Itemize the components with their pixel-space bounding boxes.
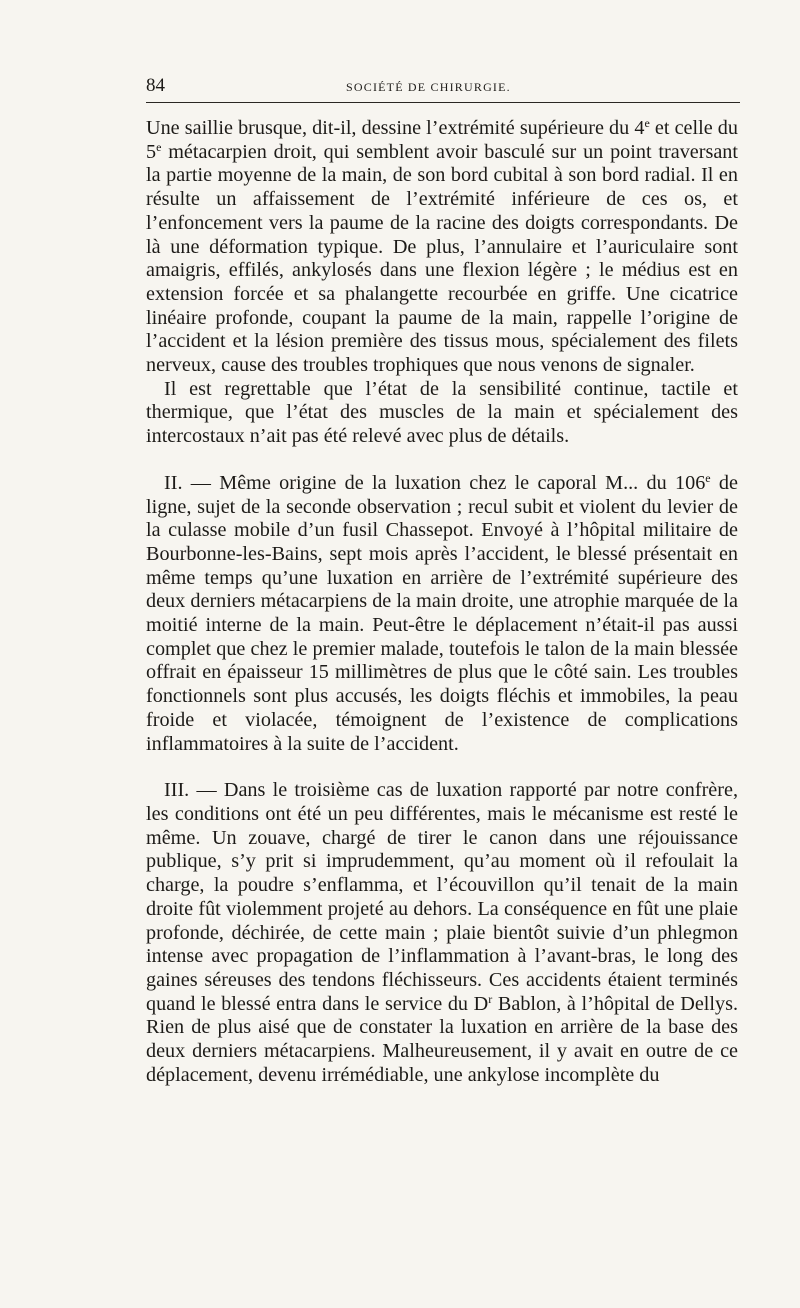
page-number: 84: [146, 75, 165, 96]
body-text: [146, 117, 738, 1087]
running-title: SOCIÉTÉ DE CHIRURGIE.: [346, 80, 511, 94]
paragraph-2: Il est regrettable que l’état de la sensibilité continue, tactile et thermique, que l’état des muscles de la main et spécialement des intercostaux n’ait pas été relevé avec plus de détails.: [146, 377, 738, 448]
paragraph-3-case-ii: II. — Même origine de la luxation chez le caporal M... du 106e de ligne, sujet de la seconde observation ; recul subit et violent du levier de la culasse mobile d’un fusil Chassepot. Envoyé à l’hôpital militaire de Bourbonne-les-Bains, sept mois après l’accident, le blessé présentait en même temps qu’une luxation en arrière de l’extrémité supérieure des deux derniers métacarpiens de la main droite, une atrophie marquée de la moitié interne de la main. Peut-être le déplacement n’était-il pas aussi complet que chez le premier malade, toutefois le talon de la main blessée offrait en épaisseur 15 millimètres de plus que le côté sain. Les troubles fonctionnels sont plus accusés, les doigts fléchis et immobiles, la peau froide et violacée, témoignent de l’existence de complications inflammatoires à la suite de l’accident.: [146, 470, 738, 755]
paragraph-4-case-iii: III. — Dans le troisième cas de luxation rapporté par notre confrère, les conditions ont été un peu différentes, mais le mécanisme est resté le même. Un zouave, chargé de tirer le canon dans une réjouissance publique, s’y prit si imprudemment, qu’au moment où il refoulait la charge, la poudre s’enflamma, et l’écouvillon qu’il tenait de la main droite fût violemment projeté au dehors. La conséquence en fût une plaie profonde, déchirée, de cette main ; plaie bientôt suivie d’un phlegmon intense avec propagation de l’inflammation à l’avant-bras, le long des gaines séreuses des tendons fléchisseurs. Ces accidents étaient terminés quand le blessé entra dans le service du $D^r$ Bablon, à l’hôpital de Dellys. Rien de plus aisé que de constater la luxation en arrière de la base des deux derniers métacarpiens. Malheureusement, il y avait en outre de ce déplacement, devenu irrémédiable, une ankylose incomplète du: [146, 779, 738, 1086]
paragraph-1: Une saillie brusque, dit-il, dessine l’extrémité supérieure du 4e et celle du 5e métacarpien droit, qui semblent avoir basculé sur un point traversant la partie moyenne de la main, de son bord cubital à son bord radial. Il en résulte un affaissement de l’extrémité inférieure de ces os, et l’enfoncement vers la paume de la racine des doigts correspondants. De là une déformation typique. De plus, l’annulaire et l’auriculaire sont amaigris, effilés, ankylosés dans une flexion légère ; le médius est en extension forcée et sa phalangette recourbée en griffe. Une cicatrice linéaire profonde, coupant la paume de la main, rappelle l’origine de l’accident et la lésion première des tissus mous, spécialement des filets nerveux, cause des troubles trophiques que nous venons de signaler.: [146, 116, 738, 377]
header-rule: [146, 102, 740, 103]
page-header: [146, 74, 740, 98]
